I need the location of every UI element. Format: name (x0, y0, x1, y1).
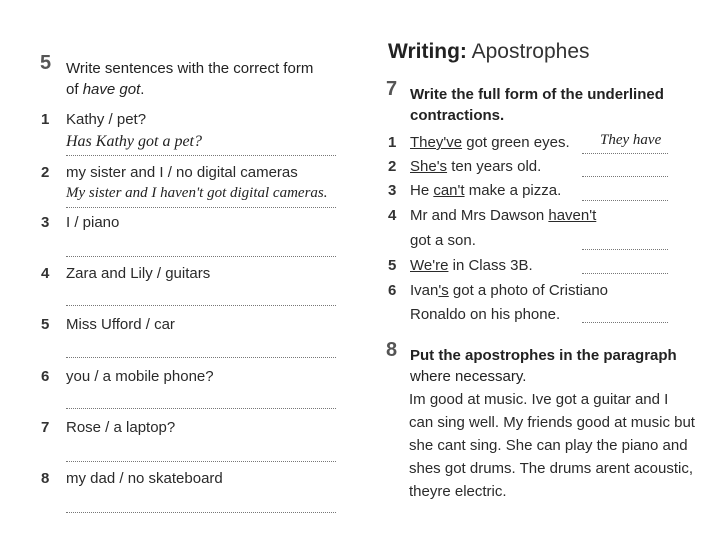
exercise-8-instruction (410, 345, 700, 387)
ex5-item-4-prompt: Zara and Lily / guitars (66, 265, 211, 282)
ex7-item-2-number: 2 (388, 158, 397, 175)
ex5-item-3-answer-line[interactable] (66, 256, 336, 257)
ex7-item-6-line-2: Ronaldo on his phone. (410, 306, 561, 323)
ex7-item-3-sentence (410, 182, 561, 199)
ex7-item-5-rest: in Class 3B. (448, 257, 533, 274)
ex5-item-5-number: 5 (41, 316, 50, 333)
exercise-8-instruction-line-1: Put the apostrophes in the paragraph (410, 347, 677, 364)
ex7-item-4-contraction: haven't (548, 207, 597, 224)
paragraph-line-3: she cant sing. She can play the piano and (409, 437, 688, 454)
ex7-item-4-pre: Mr and Mrs Dawson (410, 207, 549, 224)
ex5-item-5-prompt: Miss Ufford / car (66, 316, 175, 333)
instruction-suffix: . (140, 81, 145, 98)
ex5-item-1-number: 1 (41, 111, 50, 128)
ex7-item-6-pre: Ivan (410, 282, 439, 299)
exercise-8-instruction-line-2: where necessary. (410, 368, 527, 385)
exercise-5-instruction-line-1: Write sentences with the correct form (66, 60, 314, 77)
ex5-item-4-number: 4 (41, 265, 50, 282)
ex5-item-4-answer-line[interactable] (66, 305, 336, 306)
exercise-7-instruction-line-2: contractions. (410, 107, 505, 124)
ex5-item-8-prompt: my dad / no skateboard (66, 470, 223, 487)
ex7-item-6-sentence (410, 282, 608, 299)
paragraph-line-5: theyre electric. (409, 483, 507, 500)
ex7-item-5-number: 5 (388, 257, 397, 274)
ex5-item-3-number: 3 (41, 214, 50, 231)
ex7-item-1-rest: got green eyes. (462, 134, 570, 151)
section-title-rest: Apostrophes (466, 40, 590, 63)
ex7-item-1-answer-line (582, 153, 668, 154)
ex7-item-6-rest: got a photo of Cristiano (448, 282, 608, 299)
ex5-item-7-number: 7 (41, 419, 50, 436)
ex7-item-5-sentence (410, 257, 533, 274)
ex5-item-1-answer-line (66, 155, 336, 156)
ex7-item-3-answer-line[interactable] (582, 200, 668, 201)
exercise-8-number: 8 (386, 339, 398, 361)
ex5-item-7-prompt: Rose / a laptop? (66, 419, 176, 436)
ex7-item-1-contraction: They've (410, 134, 463, 151)
ex5-item-6-number: 6 (41, 368, 50, 385)
ex7-item-4-number: 4 (388, 207, 397, 224)
ex7-item-1-sentence (410, 134, 570, 151)
ex7-item-1-answer[interactable]: They have (600, 132, 662, 148)
ex5-item-5-answer-line[interactable] (66, 357, 336, 358)
ex7-item-6-number: 6 (388, 282, 397, 299)
exercise-7-instruction (410, 84, 700, 126)
ex5-item-3-prompt: I / piano (66, 214, 120, 231)
exercise-5-instruction (66, 58, 346, 100)
ex5-item-1-answer[interactable]: Has Kathy got a pet? (66, 133, 202, 150)
ex5-item-8-answer-line[interactable] (66, 512, 336, 513)
paragraph-line-4: shes got drums. The drums arent acoustic, (409, 460, 694, 477)
ex5-item-2-prompt: my sister and I / no digital cameras (66, 164, 298, 181)
ex5-item-6-answer-line[interactable] (66, 408, 336, 409)
ex7-item-4-line-2: got a son. (410, 232, 476, 249)
exercise-5-instruction-line-2 (66, 79, 346, 100)
ex7-item-6-contraction: 's (438, 282, 449, 299)
ex7-item-2-sentence (410, 158, 541, 175)
ex7-item-5-contraction: We're (410, 257, 449, 274)
ex7-item-4-answer-line[interactable] (582, 249, 668, 250)
section-title-bold: Writing: (388, 40, 467, 63)
ex7-item-3-contraction: can't (433, 182, 465, 199)
ex7-item-1-number: 1 (388, 134, 397, 151)
ex5-item-2-answer[interactable]: My sister and I haven't got digital cameras. (66, 185, 328, 201)
ex5-item-6-prompt: you / a mobile phone? (66, 368, 214, 385)
ex7-item-2-rest: ten years old. (447, 158, 542, 175)
ex7-item-5-answer-line[interactable] (582, 273, 668, 274)
ex7-item-2-contraction: She's (410, 158, 448, 175)
ex8-paragraph[interactable] (409, 388, 709, 503)
ex5-item-2-answer-line (66, 207, 336, 208)
exercise-5-number: 5 (40, 52, 52, 74)
instruction-emphasis: have got (82, 81, 141, 98)
ex7-item-4-sentence (410, 207, 596, 224)
exercise-7-number: 7 (386, 78, 398, 100)
paragraph-line-1: Im good at music. Ive got a guitar and I (409, 391, 669, 408)
paragraph-line-2: can sing well. My friends good at music but (409, 414, 695, 431)
ex7-item-3-number: 3 (388, 182, 397, 199)
ex5-item-7-answer-line[interactable] (66, 461, 336, 462)
ex7-item-6-answer-line[interactable] (582, 322, 668, 323)
ex7-item-2-answer-line[interactable] (582, 176, 668, 177)
section-title (388, 40, 590, 64)
instruction-prefix: of (66, 81, 83, 98)
exercise-7-instruction-line-1: Write the full form of the underlined (410, 86, 664, 103)
ex5-item-8-number: 8 (41, 470, 50, 487)
ex7-item-3-rest: make a pizza. (464, 182, 562, 199)
ex5-item-2-number: 2 (41, 164, 50, 181)
ex5-item-1-prompt: Kathy / pet? (66, 111, 147, 128)
ex7-item-3-pre: He (410, 182, 434, 199)
